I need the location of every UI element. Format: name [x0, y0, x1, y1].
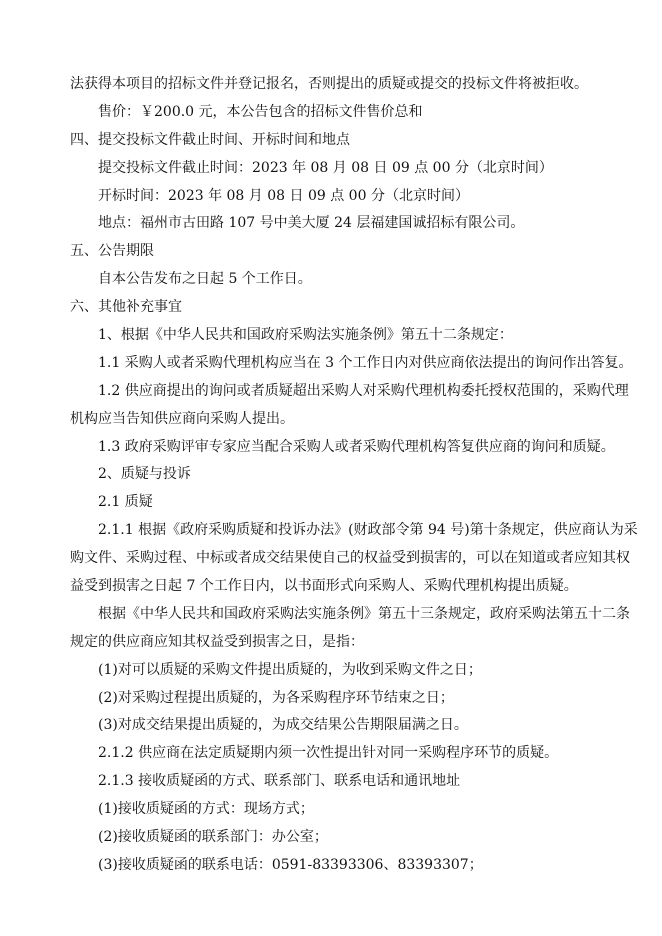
text-line: 六、其他补充事宜 [70, 299, 182, 316]
text-line: 购文件、采购过程、中标或者成交结果使自己的权益受到损害的，可以在知道或者应知其权 [70, 550, 630, 567]
text-line: 益受到损害之日起 7 个工作日内，以书面形式向采购人、采购代理机构提出质疑。 [70, 578, 578, 595]
text-line: 提交投标文件截止时间：2023 年 08 月 08 日 09 点 00 分（北京时间） [98, 159, 553, 176]
text-line: 2.1.3 接收质疑函的方式、联系部门、联系电话和通讯地址 [98, 773, 461, 790]
text-line: 1.2 供应商提出的询问或者质疑超出采购人对采购代理机构委托授权范围的，采购代理 [98, 382, 629, 399]
text-line: 根据《中华人民共和国政府采购法实施条例》第五十三条规定，政府采购法第五十二条 [98, 605, 630, 622]
text-line: 机构应当告知供应商向采购人提出。 [70, 410, 294, 427]
document-page [70, 74, 638, 883]
text-line: (3)接收质疑函的联系电话：0591-83393306、83393307； [98, 856, 483, 873]
text-line: 1.3 政府采购评审专家应当配合采购人或者采购代理机构答复供应商的询问和质疑。 [98, 438, 615, 455]
text-line: 2.1.1 根据《政府采购质疑和投诉办法》(财政部令第 94 号)第十条规定，供应商认为采 [98, 522, 638, 539]
text-line: 四、提交投标文件截止时间、开标时间和地点 [70, 131, 350, 148]
text-line: 自本公告发布之日起 5 个工作日。 [98, 271, 312, 288]
text-line: (1)对可以质疑的采购文件提出质疑的，为收到采购文件之日； [98, 661, 482, 678]
text-line: 2.1.2 供应商在法定质疑期内须一次性提出针对同一采购程序环节的质疑。 [98, 745, 559, 762]
text-line: 地点：福州市古田路 107 号中美大厦 24 层福建国诚招标有限公司。 [98, 215, 525, 232]
text-line: 2.1 质疑 [98, 494, 153, 511]
text-line: (2)对采购过程提出质疑的，为各采购程序环节结束之日； [98, 689, 454, 706]
text-line: 法获得本项目的招标文件并登记报名，否则提出的质疑或提交的投标文件将被拒收。 [70, 76, 588, 92]
text-line: 规定的供应商应知其权益受到损害之日，是指： [70, 633, 364, 650]
text-line: (1)接收质疑函的方式：现场方式； [98, 801, 314, 818]
text-line: 售价：￥200.0 元，本公告包含的招标文件售价总和 [98, 103, 423, 120]
text-line: (2)接收质疑函的联系部门：办公室； [98, 829, 328, 846]
text-line: 2、质疑与投诉 [98, 466, 191, 483]
text-line: 1.1 采购人或者采购代理机构应当在 3 个工作日内对供应商依法提出的询问作出答复。 [98, 354, 633, 371]
text-line: 开标时间：2023 年 08 月 08 日 09 点 00 分（北京时间） [98, 187, 469, 204]
text-line: (3)对成交结果提出质疑的，为成交结果公告期限届满之日。 [98, 717, 468, 734]
text-line: 五、公告期限 [70, 243, 154, 260]
text-line: 1、根据《中华人民共和国政府采购法实施条例》第五十二条规定： [98, 327, 513, 344]
